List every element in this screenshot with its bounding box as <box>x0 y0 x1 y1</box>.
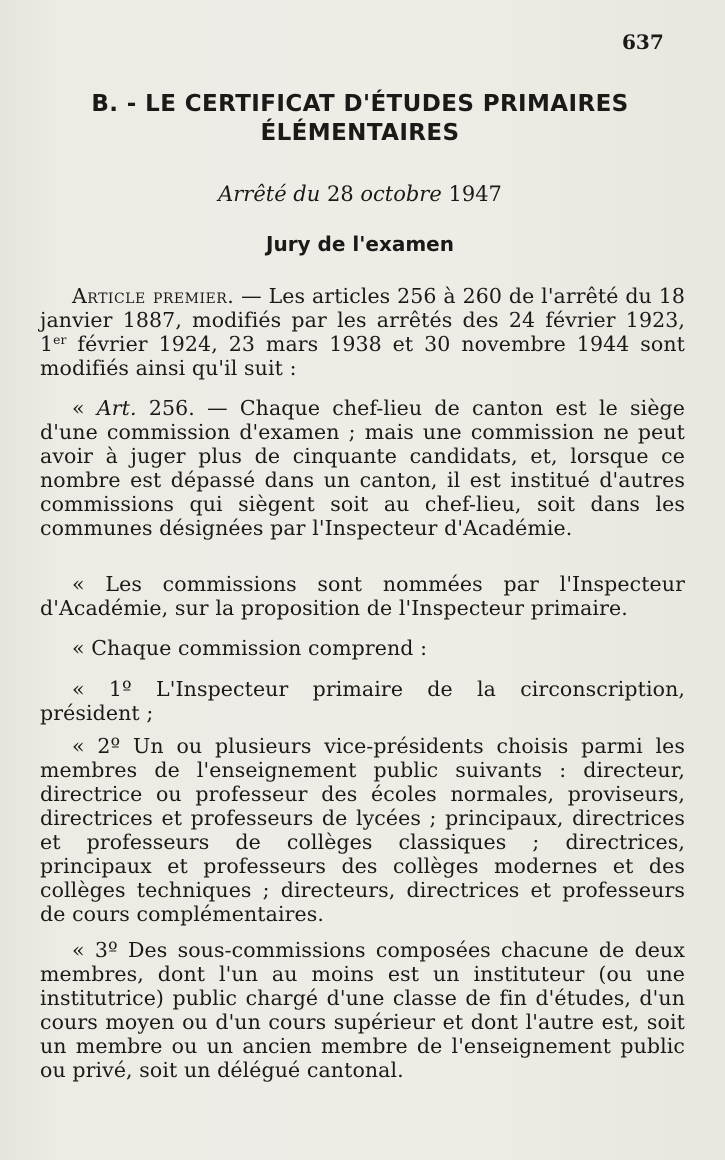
article-256-open: « <box>72 396 97 420</box>
article-one <box>40 284 685 380</box>
page-number: 637 <box>622 30 664 54</box>
article-one-text-b: février 1924, 23 mars 1938 et 30 novembre 1944 sont modifiés ainsi qu'il suit : <box>40 332 685 380</box>
article-256-text: 256. — Chaque chef-lieu de canton est le siège d'une commission d'examen ; mais une commission ne peut avoir à juger plus de cinquante candidats, et, lorsque ce nombre est dépassé dans un canton, il est institué d'autres commissions qui siègent soit au chef-lieu, soit dans les communes désignées par l'Inspecteur d'Académie. <box>40 396 686 540</box>
section-title-line-1: B. - LE CERTIFICAT D'ÉTUDES PRIMAIRES <box>91 91 629 117</box>
decree-heading <box>40 182 680 206</box>
paragraph-comprend-text: « Chaque commission comprend : <box>72 636 428 660</box>
decree-year: 1947 <box>448 182 502 206</box>
list-item-1-text: « 1º L'Inspecteur primaire de la circonscription, président ; <box>40 677 685 725</box>
article-one-label: Article premier. <box>72 284 235 308</box>
paragraph-commissions-text: « Les commissions sont nommées par l'Inspecteur d'Académie, sur la proposition de l'Inspecteur primaire. <box>40 572 685 620</box>
article-one-text-a: — Les articles 256 à 260 de l'arrêté du 18 janvier 1887, modifiés par les arrêtés des 24 février 1923, 1 <box>40 284 685 356</box>
list-item-3 <box>40 938 685 1082</box>
list-item-3-text: « 3º Des sous-commissions composées chacune de deux membres, dont l'un au moins est un instituteur (ou une institutrice) public chargé d'une classe de fin d'études, d'un cours moyen ou d'un cours supérieur et dont l'autre est, soit un membre ou un ancien membre de l'enseignement public ou privé, soit un délégué cantonal. <box>40 938 685 1082</box>
decree-prefix: Arrêté du <box>218 182 321 206</box>
article-256-label: Art. <box>96 396 137 420</box>
article-one-sup: er <box>53 333 67 347</box>
decree-month: octobre <box>360 182 442 206</box>
subtitle: Jury de l'examen <box>266 232 454 256</box>
article-256 <box>40 396 685 540</box>
list-item-1 <box>40 677 685 725</box>
list-item-2-text: « 2º Un ou plusieurs vice-présidents choisis parmi les membres de l'enseignement public suivants : directeur, directrice ou professeur des écoles normales, proviseurs, directrices et professeurs de lycées ; principaux, directrices et professeurs de collèges classiques ; directrices, principaux et professeurs des collèges modernes et des collèges techniques ; directeurs, directrices et professeurs de cours complémentaires. <box>40 734 685 926</box>
paragraph-commissions <box>40 572 685 620</box>
decree-day: 28 <box>326 182 354 206</box>
section-title <box>40 90 680 148</box>
section-title-line-2: ÉLÉMENTAIRES <box>260 120 460 146</box>
paragraph-comprend <box>40 636 685 660</box>
list-item-2 <box>40 734 685 926</box>
